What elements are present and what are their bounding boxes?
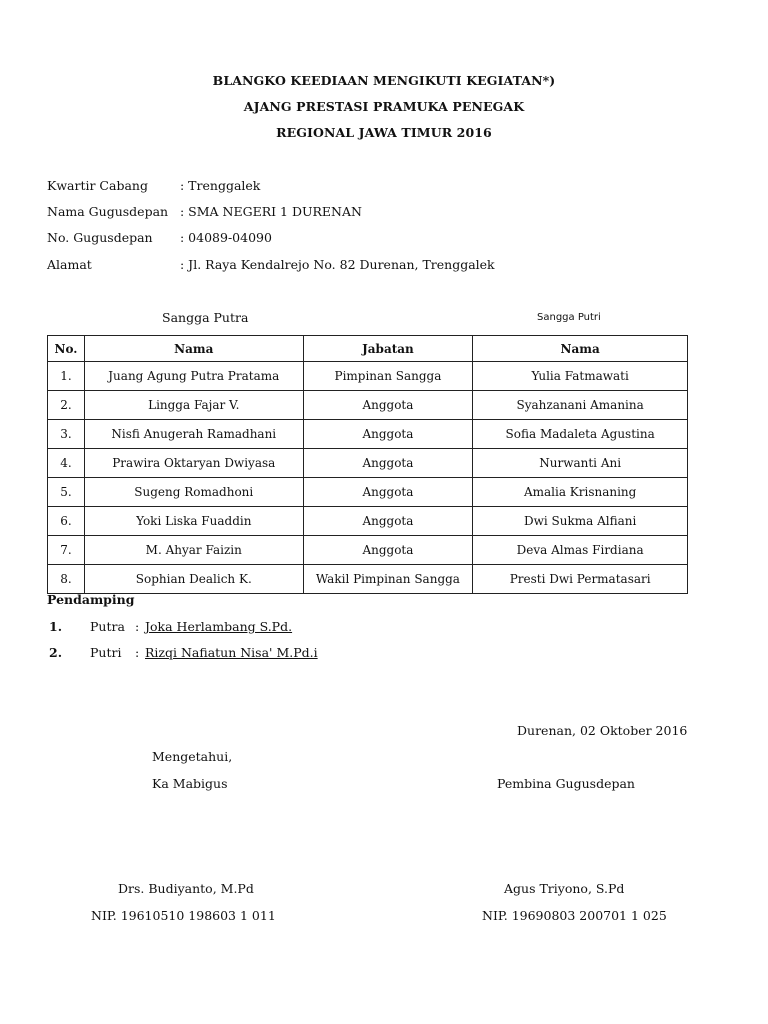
cell-putra: Lingga Fajar V. (84, 391, 303, 420)
pendamping-sep-1: : (135, 619, 140, 634)
header-jabatan: Jabatan (303, 336, 473, 362)
pendamping-role-putri: Putri (90, 645, 122, 660)
table-row (48, 362, 688, 391)
cell-jabatan: Anggota (303, 536, 473, 565)
table-row (48, 420, 688, 449)
document-title-line1: BLANGKO KEEDIAAN MENGIKUTI KEGIATAN*) (212, 73, 556, 88)
header-nama-putri: Nama (473, 336, 688, 362)
pendamping-num-1: 1. (49, 619, 63, 634)
cell-putra: Nisfi Anugerah Ramadhani (84, 420, 303, 449)
header-no: No. (48, 336, 85, 362)
cell-putra: Sugeng Romadhoni (84, 478, 303, 507)
info-label-no-gugusdepan: No. Gugusdepan (47, 230, 153, 245)
info-value-gugusdepan: : SMA NEGERI 1 DURENAN (180, 204, 362, 219)
table-row (48, 507, 688, 536)
sangga-putra-label: Sangga Putra (162, 310, 249, 325)
right-signatory-nip: NIP. 19690803 200701 1 025 (482, 908, 667, 923)
left-signatory-name: Drs. Budiyanto, M.Pd (118, 881, 254, 896)
cell-putri: Yulia Fatmawati (473, 362, 688, 391)
pendamping-name-putri: Rizqi Nafiatun Nisa' M.Pd.i (145, 645, 318, 660)
cell-putri: Sofia Madaleta Agustina (473, 420, 688, 449)
cell-jabatan: Anggota (303, 478, 473, 507)
pendamping-num-2: 2. (49, 645, 63, 660)
left-signatory-title: Ka Mabigus (152, 776, 228, 791)
info-label-kwartir: Kwartir Cabang (47, 178, 148, 193)
cell-putra: Juang Agung Putra Pratama (84, 362, 303, 391)
roster-table (47, 335, 688, 594)
info-label-gugusdepan: Nama Gugusdepan (47, 204, 169, 219)
pendamping-name-putra: Joka Herlambang S.Pd. (145, 619, 293, 634)
cell-jabatan: Wakil Pimpinan Sangga (303, 565, 473, 594)
table-row (48, 478, 688, 507)
cell-no: 8. (48, 565, 85, 594)
table-row (48, 536, 688, 565)
pendamping-role-putra: Putra (90, 619, 125, 634)
cell-putra: Sophian Dealich K. (84, 565, 303, 594)
cell-no: 5. (48, 478, 85, 507)
cell-jabatan: Anggota (303, 507, 473, 536)
cell-jabatan: Pimpinan Sangga (303, 362, 473, 391)
cell-no: 7. (48, 536, 85, 565)
pendamping-title: Pendamping (47, 592, 135, 607)
cell-putri: Deva Almas Firdiana (473, 536, 688, 565)
cell-no: 3. (48, 420, 85, 449)
cell-no: 1. (48, 362, 85, 391)
cell-putra: Yoki Liska Fuaddin (84, 507, 303, 536)
document-title-line3: REGIONAL JAWA TIMUR 2016 (276, 125, 492, 140)
cell-no: 2. (48, 391, 85, 420)
info-value-no-gugusdepan: : 04089-04090 (180, 230, 272, 245)
table-row (48, 565, 688, 594)
cell-putri: Syahzanani Amanina (473, 391, 688, 420)
info-value-kwartir: : Trenggalek (180, 178, 261, 193)
mengetahui-label: Mengetahui, (152, 749, 233, 764)
cell-no: 6. (48, 507, 85, 536)
cell-putri: Dwi Sukma Alfiani (473, 507, 688, 536)
header-nama-putra: Nama (84, 336, 303, 362)
cell-putra: M. Ahyar Faizin (84, 536, 303, 565)
right-signatory-title: Pembina Gugusdepan (497, 776, 635, 791)
cell-jabatan: Anggota (303, 420, 473, 449)
cell-putri: Presti Dwi Permatasari (473, 565, 688, 594)
pendamping-sep-2: : (135, 645, 140, 660)
document-title-line2: AJANG PRESTASI PRAMUKA PENEGAK (243, 99, 525, 114)
cell-jabatan: Anggota (303, 449, 473, 478)
info-label-alamat: Alamat (47, 257, 92, 272)
cell-putra: Prawira Oktaryan Dwiyasa (84, 449, 303, 478)
table-row (48, 391, 688, 420)
right-signatory-name: Agus Triyono, S.Pd (504, 881, 625, 896)
table-header-row (48, 336, 688, 362)
info-value-alamat: : Jl. Raya Kendalrejo No. 82 Durenan, Trenggalek (180, 257, 495, 272)
sangga-putri-label: Sangga Putri (537, 312, 601, 323)
left-signatory-nip: NIP. 19610510 198603 1 011 (91, 908, 276, 923)
cell-jabatan: Anggota (303, 391, 473, 420)
cell-no: 4. (48, 449, 85, 478)
cell-putri: Amalia Krisnaning (473, 478, 688, 507)
place-date: Durenan, 02 Oktober 2016 (517, 723, 688, 738)
cell-putri: Nurwanti Ani (473, 449, 688, 478)
table-row (48, 449, 688, 478)
